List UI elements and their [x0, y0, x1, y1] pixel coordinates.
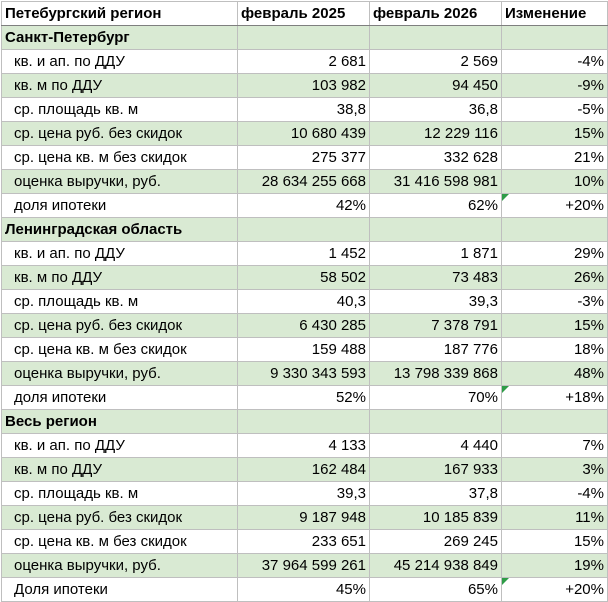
row-label-cell[interactable]	[2, 242, 238, 266]
row-label-cell-text: ср. площадь кв. м	[14, 292, 139, 310]
value-2026-cell-text: 62%	[467, 196, 498, 214]
change-cell[interactable]	[502, 290, 608, 314]
row-label-cell-text: кв. и ап. по ДДУ	[14, 52, 125, 70]
table-cell[interactable]	[238, 410, 370, 434]
table-row	[2, 386, 608, 410]
value-2025-cell-text: 162 484	[311, 460, 366, 478]
value-2026-cell[interactable]	[370, 506, 502, 530]
value-2026-cell-text: 4 440	[460, 436, 498, 454]
value-2025-cell[interactable]	[238, 146, 370, 170]
value-2026-cell[interactable]	[370, 122, 502, 146]
row-label-cell-text: оценка выручки, руб.	[14, 172, 161, 190]
table-cell[interactable]	[238, 218, 370, 242]
value-2026-cell-text: 45 214 938 849	[393, 556, 498, 574]
value-2025-cell-text: 45%	[335, 580, 366, 598]
value-2025-cell[interactable]	[238, 578, 370, 602]
header-cell-change[interactable]: Изменение	[502, 2, 608, 26]
change-cell-text: -9%	[577, 76, 604, 94]
table-row	[2, 578, 608, 602]
row-label-cell-text: ср. цена кв. м без скидок	[14, 532, 187, 550]
change-cell-text: +20%	[565, 580, 604, 598]
change-cell[interactable]	[502, 194, 608, 218]
table-row	[2, 74, 608, 98]
row-label-cell[interactable]	[2, 578, 238, 602]
value-2025-cell[interactable]	[238, 506, 370, 530]
row-label-cell[interactable]	[2, 50, 238, 74]
change-cell-text: 15%	[573, 316, 604, 334]
value-2026-cell-text: 167 933	[443, 460, 498, 478]
change-cell[interactable]	[502, 506, 608, 530]
change-cell[interactable]	[502, 314, 608, 338]
row-label-cell[interactable]	[2, 554, 238, 578]
change-cell-text: 10%	[573, 172, 604, 190]
row-label-cell[interactable]	[2, 362, 238, 386]
value-2026-cell-text: 31 416 598 981	[393, 172, 498, 190]
value-2026-cell-text: 332 628	[443, 148, 498, 166]
value-2026-cell-text: 65%	[467, 580, 498, 598]
value-2026-cell[interactable]	[370, 194, 502, 218]
section-title-cell-text: Ленинградская область	[5, 220, 183, 238]
value-2026-cell[interactable]	[370, 242, 502, 266]
change-cell[interactable]	[502, 98, 608, 122]
section-title-cell[interactable]	[2, 410, 238, 434]
table-cell[interactable]	[370, 26, 502, 50]
change-cell[interactable]	[502, 122, 608, 146]
value-2026-cell[interactable]	[370, 434, 502, 458]
change-cell-text: +18%	[565, 388, 604, 406]
row-label-cell-text: ср. цена кв. м без скидок	[14, 148, 187, 166]
section-row	[2, 218, 608, 242]
value-2026-cell-text: 94 450	[452, 76, 498, 94]
table-row	[2, 266, 608, 290]
table-cell[interactable]	[370, 410, 502, 434]
value-2026-cell[interactable]	[370, 578, 502, 602]
value-2025-cell[interactable]	[238, 98, 370, 122]
row-label-cell-text: кв. м по ДДУ	[14, 76, 102, 94]
value-2025-cell-text: 40,3	[336, 292, 366, 310]
value-2026-cell[interactable]	[370, 74, 502, 98]
change-cell-text: 15%	[573, 124, 604, 142]
value-2026-cell-text: 187 776	[443, 340, 498, 358]
value-2025-cell-text: 39,3	[336, 484, 366, 502]
row-label-cell-text: ср. площадь кв. м	[14, 100, 139, 118]
statistics-table	[1, 1, 608, 602]
table-row	[2, 146, 608, 170]
change-cell[interactable]	[502, 530, 608, 554]
table-cell[interactable]	[502, 218, 608, 242]
change-cell[interactable]	[502, 386, 608, 410]
header-cell-region[interactable]: Петебургский регион	[2, 2, 238, 26]
table-cell[interactable]	[370, 218, 502, 242]
value-2026-cell[interactable]	[370, 146, 502, 170]
change-cell[interactable]	[502, 362, 608, 386]
table-cell[interactable]	[502, 410, 608, 434]
value-2026-cell-text: 7 378 791	[431, 316, 498, 334]
change-cell-text: 15%	[573, 532, 604, 550]
row-label-cell[interactable]	[2, 338, 238, 362]
change-cell[interactable]	[502, 458, 608, 482]
value-2026-cell[interactable]	[370, 266, 502, 290]
change-cell[interactable]	[502, 266, 608, 290]
section-title-cell[interactable]	[2, 26, 238, 50]
value-2025-cell[interactable]	[238, 290, 370, 314]
value-2026-cell[interactable]	[370, 482, 502, 506]
change-cell-text: 7%	[582, 436, 604, 454]
change-cell[interactable]	[502, 338, 608, 362]
change-cell-text: 26%	[573, 268, 604, 286]
change-cell-text: 29%	[573, 244, 604, 262]
value-2025-cell[interactable]	[238, 194, 370, 218]
section-row	[2, 410, 608, 434]
row-label-cell[interactable]	[2, 434, 238, 458]
value-2025-cell-text: 37 964 599 261	[261, 556, 366, 574]
section-title-cell[interactable]	[2, 218, 238, 242]
value-2025-cell[interactable]	[238, 338, 370, 362]
row-label-cell-text: доля ипотеки	[14, 196, 107, 214]
value-2025-cell[interactable]	[238, 434, 370, 458]
row-label-cell[interactable]	[2, 170, 238, 194]
row-label-cell[interactable]	[2, 194, 238, 218]
header-cell-feb-2025[interactable]: февраль 2025	[238, 2, 370, 26]
table-row	[2, 434, 608, 458]
value-2025-cell[interactable]	[238, 362, 370, 386]
value-2026-cell[interactable]	[370, 314, 502, 338]
value-2026-cell-text: 70%	[467, 388, 498, 406]
change-cell-text: -4%	[577, 52, 604, 70]
row-label-cell-text: ср. цена руб. без скидок	[14, 508, 183, 526]
change-cell[interactable]	[502, 146, 608, 170]
change-cell-text: -5%	[577, 100, 604, 118]
value-2026-cell-text: 2 569	[460, 52, 498, 70]
row-label-cell-text: кв. м по ДДУ	[14, 268, 102, 286]
value-2025-cell[interactable]	[238, 122, 370, 146]
row-label-cell-text: оценка выручки, руб.	[14, 556, 161, 574]
value-2025-cell-text: 6 430 285	[299, 316, 366, 334]
value-2026-cell[interactable]	[370, 290, 502, 314]
value-2026-cell-text: 10 185 839	[422, 508, 498, 526]
change-cell[interactable]	[502, 434, 608, 458]
value-2025-cell-text: 4 133	[328, 436, 366, 454]
row-label-cell[interactable]	[2, 458, 238, 482]
change-cell-text: 3%	[582, 460, 604, 478]
value-2026-cell[interactable]	[370, 530, 502, 554]
row-label-cell-text: доля ипотеки	[14, 388, 107, 406]
value-2025-cell[interactable]	[238, 554, 370, 578]
value-2025-cell-text: 275 377	[311, 148, 366, 166]
value-2025-cell[interactable]	[238, 50, 370, 74]
change-cell-text: 19%	[573, 556, 604, 574]
value-2026-cell[interactable]	[370, 170, 502, 194]
row-label-cell-text: ср. цена кв. м без скидок	[14, 340, 187, 358]
value-2025-cell-text: 103 982	[311, 76, 366, 94]
value-2026-cell-text: 1 871	[460, 244, 498, 262]
value-2025-cell-text: 9 187 948	[299, 508, 366, 526]
value-2025-cell[interactable]	[238, 482, 370, 506]
table-cell[interactable]	[502, 26, 608, 50]
value-2025-cell[interactable]	[238, 386, 370, 410]
value-2026-cell[interactable]	[370, 338, 502, 362]
row-label-cell[interactable]	[2, 98, 238, 122]
table-row	[2, 314, 608, 338]
table-row	[2, 290, 608, 314]
change-cell[interactable]	[502, 74, 608, 98]
row-label-cell[interactable]	[2, 386, 238, 410]
row-label-cell-text: оценка выручки, руб.	[14, 364, 161, 382]
row-label-cell[interactable]	[2, 506, 238, 530]
value-2026-cell[interactable]	[370, 554, 502, 578]
comment-indicator-icon	[502, 578, 509, 585]
table-row	[2, 194, 608, 218]
section-row	[2, 26, 608, 50]
section-title-cell-text: Санкт-Петербург	[5, 28, 130, 46]
table-cell[interactable]	[238, 26, 370, 50]
value-2025-cell-text: 58 502	[320, 268, 366, 286]
change-cell[interactable]	[502, 482, 608, 506]
value-2025-cell-text: 2 681	[328, 52, 366, 70]
change-cell-text: 48%	[573, 364, 604, 382]
row-label-cell-text: кв. и ап. по ДДУ	[14, 436, 125, 454]
row-label-cell[interactable]	[2, 122, 238, 146]
value-2026-cell-text: 36,8	[468, 100, 498, 118]
value-2025-cell-text: 10 680 439	[290, 124, 366, 142]
value-2025-cell[interactable]	[238, 266, 370, 290]
row-label-cell[interactable]	[2, 266, 238, 290]
row-label-cell-text: ср. площадь кв. м	[14, 484, 139, 502]
row-label-cell-text: кв. и ап. по ДДУ	[14, 244, 125, 262]
value-2025-cell-text: 38,8	[336, 100, 366, 118]
value-2026-cell-text: 73 483	[452, 268, 498, 286]
table-row	[2, 362, 608, 386]
value-2026-cell[interactable]	[370, 50, 502, 74]
row-label-cell[interactable]	[2, 74, 238, 98]
value-2026-cell[interactable]	[370, 362, 502, 386]
change-cell-text: 21%	[573, 148, 604, 166]
table-row	[2, 122, 608, 146]
change-cell-text: 18%	[573, 340, 604, 358]
value-2025-cell-text: 9 330 343 593	[270, 364, 366, 382]
change-cell-text: +20%	[565, 196, 604, 214]
change-cell[interactable]	[502, 170, 608, 194]
table-row	[2, 458, 608, 482]
row-label-cell-text: кв. м по ДДУ	[14, 460, 102, 478]
value-2025-cell[interactable]	[238, 170, 370, 194]
table-row	[2, 338, 608, 362]
value-2025-cell-text: 233 651	[311, 532, 366, 550]
change-cell[interactable]	[502, 554, 608, 578]
value-2025-cell-text: 52%	[335, 388, 366, 406]
row-label-cell[interactable]	[2, 530, 238, 554]
value-2025-cell[interactable]	[238, 530, 370, 554]
value-2025-cell[interactable]	[238, 458, 370, 482]
table-row	[2, 50, 608, 74]
value-2026-cell[interactable]	[370, 458, 502, 482]
row-label-cell-text: ср. цена руб. без скидок	[14, 124, 183, 142]
change-cell[interactable]	[502, 242, 608, 266]
value-2025-cell-text: 42%	[335, 196, 366, 214]
header-row	[2, 2, 608, 26]
row-label-cell[interactable]	[2, 290, 238, 314]
table-row	[2, 554, 608, 578]
section-title-cell-text: Весь регион	[5, 412, 97, 430]
value-2026-cell-text: 39,3	[468, 292, 498, 310]
value-2026-cell-text: 12 229 116	[424, 124, 498, 142]
change-cell-text: -3%	[577, 292, 604, 310]
value-2025-cell[interactable]	[238, 242, 370, 266]
change-cell[interactable]	[502, 50, 608, 74]
row-label-cell-text: ср. цена руб. без скидок	[14, 316, 183, 334]
comment-indicator-icon	[502, 386, 509, 393]
table-row	[2, 170, 608, 194]
value-2025-cell[interactable]	[238, 314, 370, 338]
change-cell-text: 11%	[575, 508, 604, 526]
table-row	[2, 482, 608, 506]
value-2025-cell[interactable]	[238, 74, 370, 98]
value-2026-cell-text: 13 798 339 868	[393, 364, 498, 382]
table-row	[2, 242, 608, 266]
table-row	[2, 98, 608, 122]
row-label-cell[interactable]	[2, 146, 238, 170]
row-label-cell-text: Доля ипотеки	[14, 580, 108, 598]
value-2026-cell-text: 269 245	[443, 532, 498, 550]
header-cell-feb-2026[interactable]: февраль 2026	[370, 2, 502, 26]
comment-indicator-icon	[502, 194, 509, 201]
value-2025-cell-text: 1 452	[328, 244, 366, 262]
table-row	[2, 506, 608, 530]
row-label-cell[interactable]	[2, 482, 238, 506]
table-row	[2, 530, 608, 554]
value-2025-cell-text: 159 488	[311, 340, 366, 358]
value-2025-cell-text: 28 634 255 668	[261, 172, 366, 190]
change-cell[interactable]	[502, 578, 608, 602]
change-cell-text: -4%	[577, 484, 604, 502]
value-2026-cell[interactable]	[370, 98, 502, 122]
value-2026-cell[interactable]	[370, 386, 502, 410]
row-label-cell[interactable]	[2, 314, 238, 338]
value-2026-cell-text: 37,8	[468, 484, 498, 502]
